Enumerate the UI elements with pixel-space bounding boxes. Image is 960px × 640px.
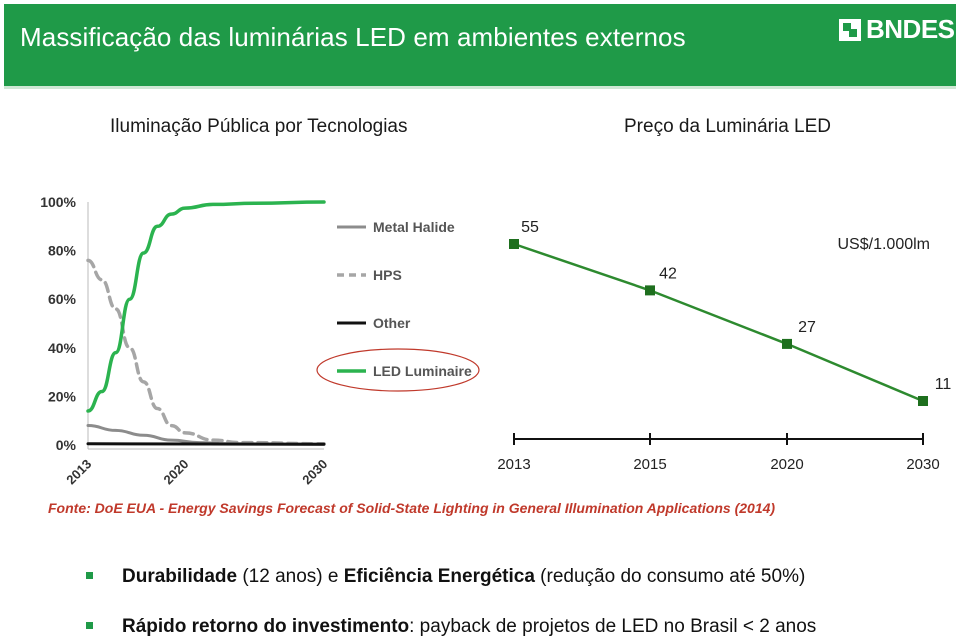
- price-value-label: 11: [934, 376, 952, 393]
- legend-label: HPS: [373, 267, 402, 283]
- page-title: Massificação das luminárias LED em ambientes externos: [20, 22, 686, 52]
- y-tick-label: 80%: [47, 242, 76, 259]
- bullet-plain-text: : payback de projetos de LED no Brasil < 2 anos: [409, 616, 817, 637]
- y-tick-label: 100%: [40, 194, 76, 210]
- series-line-led-luminaire: [88, 202, 324, 411]
- header-divider: [4, 86, 956, 89]
- y-tick-label: 0%: [55, 437, 76, 453]
- price-line-segment: [787, 344, 923, 401]
- legend-label: Other: [373, 315, 411, 331]
- timeline-year-label: 2013: [497, 456, 531, 473]
- led-price-chart: [480, 200, 960, 490]
- x-tick-label: 2020: [160, 456, 192, 488]
- price-value-label: 27: [798, 318, 816, 336]
- bndes-logo: [836, 14, 955, 44]
- y-tick-label: 20%: [47, 388, 76, 405]
- timeline-year-label: 2030: [906, 456, 940, 473]
- bullet-marker-icon: [86, 572, 93, 579]
- timeline-year-label: 2015: [633, 456, 667, 473]
- header-bar: [4, 4, 956, 86]
- bullet-text: [122, 566, 805, 588]
- legend-label: LED Luminaire: [373, 363, 472, 379]
- series-line-hps: [88, 260, 324, 443]
- price-marker: [918, 396, 928, 406]
- y-tick-label: 60%: [47, 291, 76, 308]
- price-marker: [509, 239, 519, 249]
- left-chart-subtitle: Iluminação Pública por Tecnologias: [110, 116, 408, 137]
- bullet-marker-icon: [86, 622, 93, 629]
- price-value-label: 42: [659, 265, 677, 283]
- bullet-bold-text: Eficiência Energética: [343, 566, 535, 587]
- series-line-metal-halide: [88, 426, 324, 445]
- price-marker: [782, 339, 792, 349]
- bullet-bold-text: Rápido retorno do investimento: [122, 616, 410, 637]
- y-tick-label: 40%: [47, 339, 76, 356]
- bullet-bold-text: Durabilidade: [122, 566, 238, 587]
- price-value-label: 55: [521, 219, 539, 236]
- bullet-plain-text: (12 anos) e: [237, 566, 344, 587]
- timeline-year-label: 2020: [770, 456, 804, 473]
- x-tick-label: 2013: [63, 456, 95, 488]
- price-line-segment: [650, 290, 787, 344]
- bullet-text: [122, 616, 816, 638]
- bndes-logo-icon: [836, 16, 864, 44]
- price-marker: [645, 285, 655, 295]
- bullet-plain-text: (redução do consumo até 50%): [534, 566, 806, 587]
- price-line-segment: [514, 244, 650, 290]
- source-note: Fonte: DoE EUA - Energy Savings Forecast of Solid-State Lighting in General Illumination Applications (2014): [48, 500, 776, 516]
- x-tick-label: 2030: [299, 456, 331, 488]
- price-unit-label: US$/1.000lm: [837, 236, 930, 253]
- technology-share-chart: [0, 180, 480, 490]
- right-chart-subtitle: Preço da Luminária LED: [624, 116, 831, 137]
- logo-text: BNDES: [866, 14, 955, 44]
- legend-label: Metal Halide: [373, 219, 455, 235]
